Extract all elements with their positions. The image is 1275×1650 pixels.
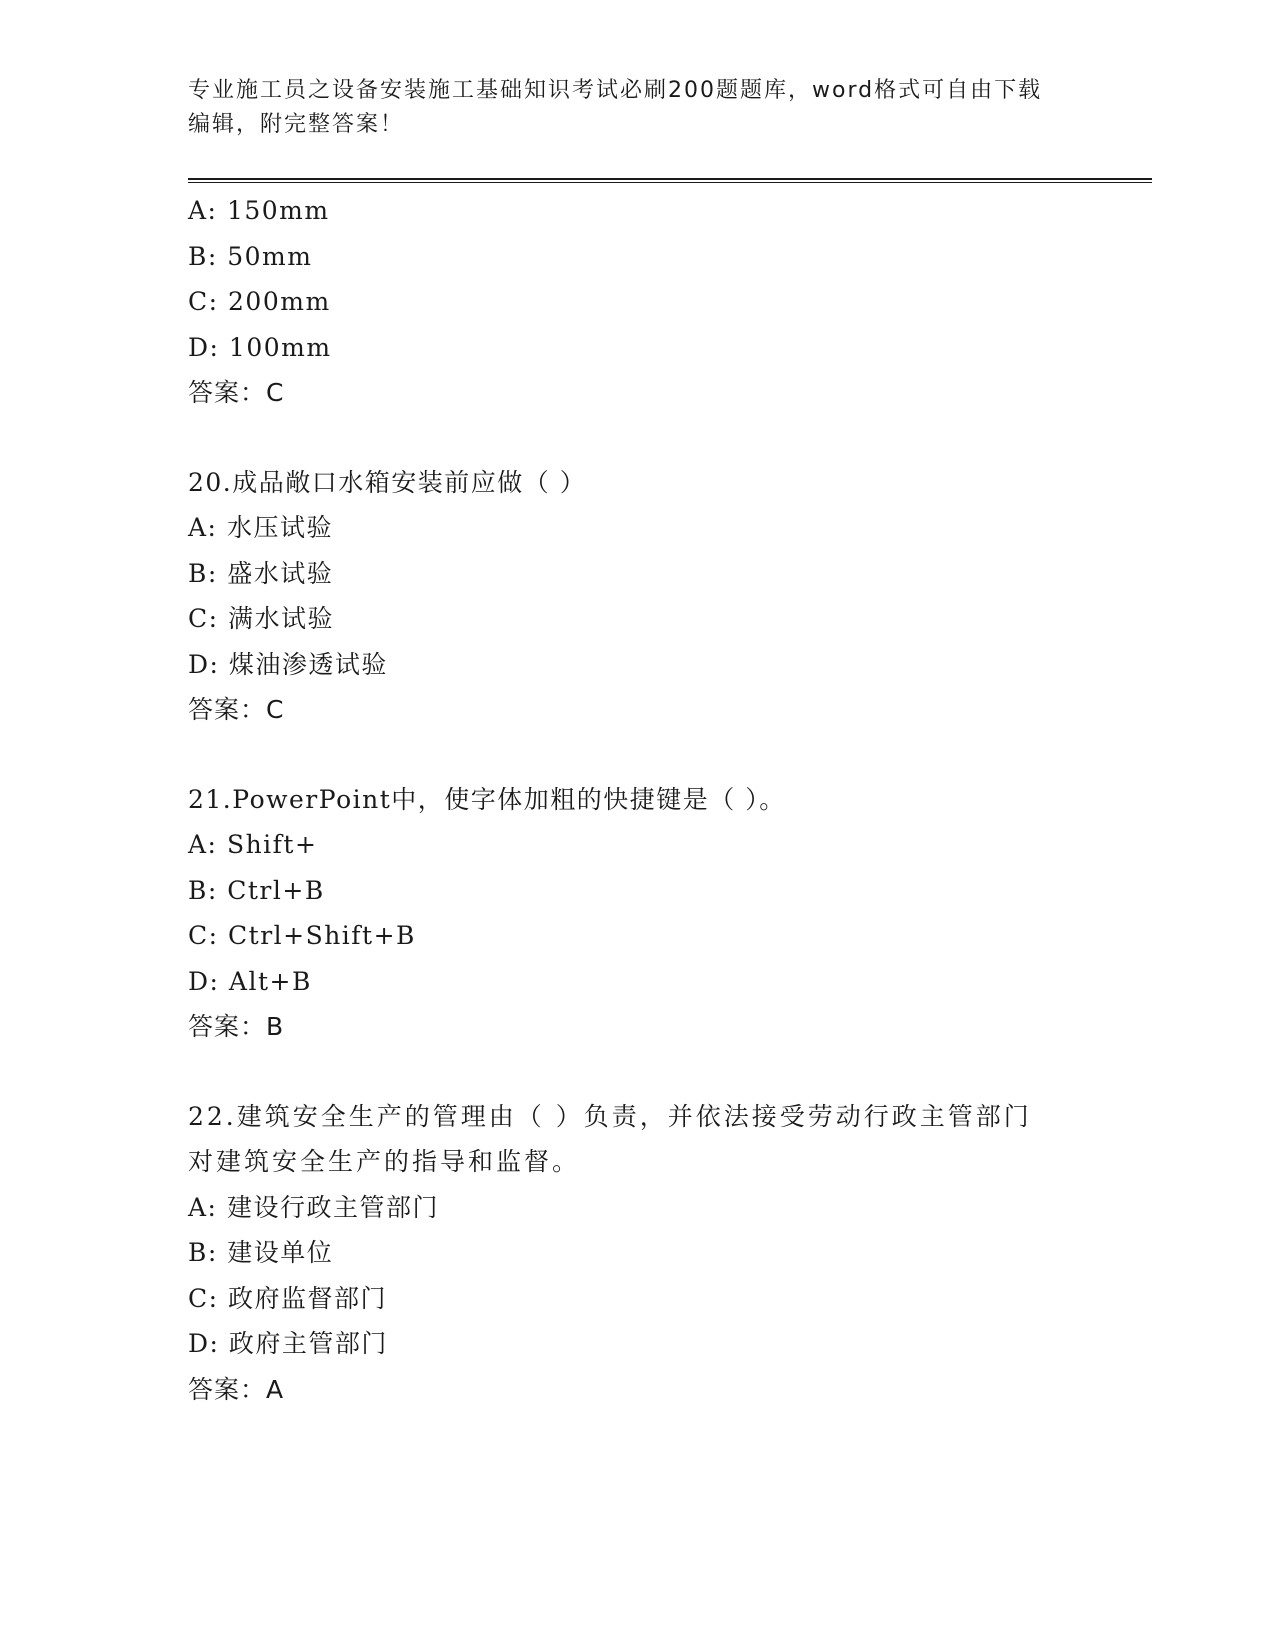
question-21 (188, 777, 1148, 1050)
question-22 (188, 1094, 1148, 1413)
option-letter: A: (188, 196, 218, 225)
option-text: Alt+B (228, 966, 312, 996)
question-stem: 20.成品敞口水箱安装前应做（ ） (188, 467, 587, 497)
option-letter: B: (188, 1238, 218, 1267)
document-header (188, 74, 1068, 142)
option-letter: D: (188, 332, 220, 362)
option-letter: A: (188, 830, 218, 859)
option-text: 满水试验 (228, 604, 335, 633)
option-c (188, 1276, 1148, 1322)
option-letter: C: (188, 1283, 219, 1313)
header-title-line-1: 专业施工员之设备安装施工基础知识考试必刷200题题库，word格式可自由下载 (188, 78, 1043, 103)
option-a (188, 1185, 1148, 1231)
spacer (188, 733, 1148, 777)
answer-line: 答案：C (188, 378, 285, 407)
option-text: 建设行政主管部门 (226, 1192, 439, 1222)
option-b (188, 868, 1148, 914)
option-text: Shift+ (226, 830, 318, 859)
option-letter: C: (188, 604, 219, 633)
option-text: 政府主管部门 (228, 1329, 388, 1358)
question-20 (188, 460, 1148, 733)
option-letter: B: (188, 558, 218, 588)
option-b (188, 551, 1148, 597)
option-c (188, 596, 1148, 642)
option-c (188, 279, 1148, 325)
option-letter: D: (188, 649, 220, 679)
option-letter: A: (188, 1192, 218, 1222)
option-a (188, 822, 1148, 868)
option-d (188, 325, 1148, 371)
option-b (188, 234, 1148, 280)
option-d (188, 642, 1148, 688)
spacer (188, 1050, 1148, 1094)
option-a (188, 188, 1148, 234)
option-text: 100mm (228, 332, 332, 362)
option-text: Ctrl+Shift+B (228, 921, 416, 950)
spacer (188, 416, 1148, 460)
answer-line: 答案：B (188, 1012, 285, 1041)
question-stem-line-2: 对建筑安全生产的指导和监督。 (188, 1147, 581, 1176)
header-divider (188, 178, 1152, 183)
option-text: Ctrl+B (227, 875, 325, 905)
option-b (188, 1230, 1148, 1276)
option-text: 50mm (227, 241, 313, 271)
option-letter: B: (188, 875, 218, 905)
answer-line: 答案：C (188, 695, 285, 724)
option-text: 煤油渗透试验 (228, 649, 388, 679)
answer-line: 答案：A (188, 1374, 285, 1404)
question-19-continued (188, 188, 1148, 416)
option-letter: C: (188, 287, 219, 316)
option-a (188, 505, 1148, 551)
option-text: 盛水试验 (227, 558, 334, 588)
option-text: 200mm (228, 287, 331, 316)
question-list (188, 188, 1148, 1412)
option-text: 水压试验 (226, 513, 333, 542)
option-text: 政府监督部门 (228, 1283, 388, 1313)
option-d (188, 1321, 1148, 1367)
option-letter: C: (188, 921, 219, 950)
option-text: 150mm (226, 196, 330, 225)
option-letter: A: (188, 513, 218, 542)
option-letter: D: (188, 966, 220, 996)
header-title-line-2: 编辑，附完整答案！ (188, 112, 405, 137)
question-stem-line-1: 22.建筑安全生产的管理由（ ）负责，并依法接受劳动行政主管部门 (188, 1101, 1032, 1131)
option-c (188, 913, 1148, 959)
option-letter: B: (188, 241, 218, 271)
option-text: 建设单位 (227, 1238, 334, 1267)
option-d (188, 959, 1148, 1005)
option-letter: D: (188, 1329, 220, 1358)
question-stem: 21.PowerPoint中，使字体加粗的快捷键是（ ）。 (188, 784, 786, 814)
